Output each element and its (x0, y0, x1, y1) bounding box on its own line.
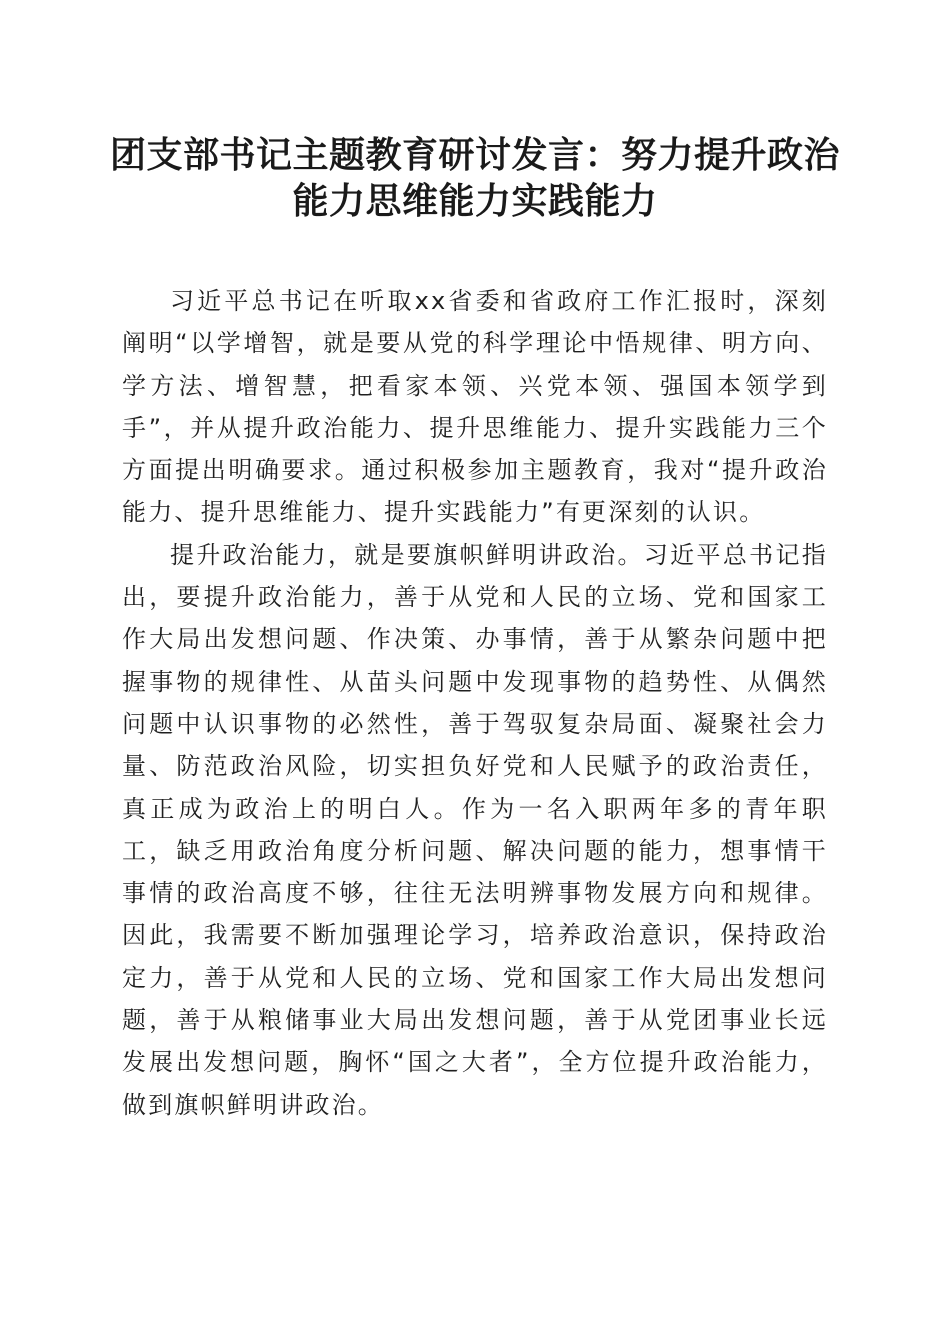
paragraph-2: 提升政治能力，就是要旗帜鲜明讲政治。习近平总书记指出，要提升政治能力，善于从党和人民的立场、党和国家工作大局出发想问题、作决策、办事情，善于从繁杂问题中把握事物的规律性、从苗头问题中发现事物的趋势性、从偶然问题中认识事物的必然性，善于驾驭复杂局面、凝聚社会力量、防范政治风险，切实担负好党和人民赋予的政治责任，真正成为政治上的明白人。作为一名入职两年多的青年职工，缺乏用政治角度分析问题、解决问题的能力，想事情干事情的政治高度不够，往往无法明辨事物发展方向和规律。因此，我需要不断加强理论学习，培养政治意识，保持政治定力，善于从党和人民的立场、党和国家工作大局出发想问题，善于从粮储事业大局出发想问题，善于从党团事业长远发展出发想问题，胸怀“国之大者”，全方位提升政治能力，做到旗帜鲜明讲政治。 (122, 540, 828, 1119)
paragraph-1: 习近平总书记在听取xx省委和省政府工作汇报时，深刻阐明“以学增智，就是要从党的科学理论中悟规律、明方向、学方法、增智慧，把看家本领、兴党本领、强国本领学到手”，并从提升政治能力、提升思维能力、提升实践能力三个方面提出明确要求。通过积极参加主题教育，我对“提升政治能力、提升思维能力、提升实践能力”有更深刻的认识。 (122, 287, 828, 527)
title-line-2: 能力思维能力实践能力 (292, 180, 658, 222)
document-body (122, 280, 828, 1126)
title-line-1: 团支部书记主题教育研讨发言：努力提升政治 (109, 134, 840, 176)
document-title (100, 132, 850, 224)
